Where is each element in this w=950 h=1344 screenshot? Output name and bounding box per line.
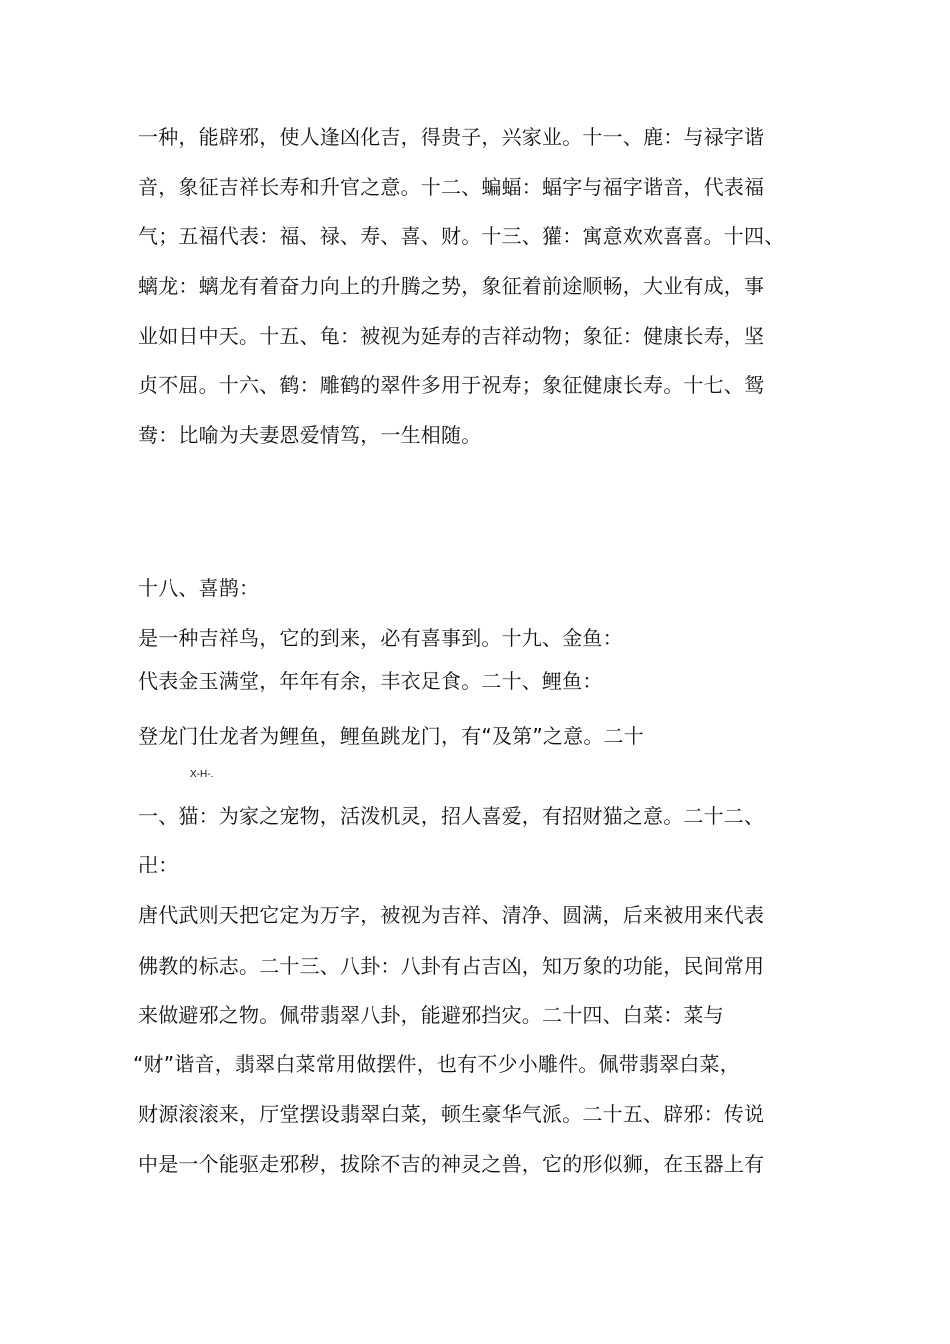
text-line: 登龙门仕龙者为鲤鱼，鲤鱼跳龙门，有“及第”之意。二十 <box>138 724 644 748</box>
text-line: 卍： <box>138 853 179 877</box>
text-line: 一种，能辟邪，使人逢凶化吉，得贵子，兴家业。十一、鹿：与禄字谐 <box>138 125 765 149</box>
text-line: “财”谐音，翡翠白菜常用做摆件，也有不少小雕件。佩带翡翠白菜， <box>133 1052 740 1076</box>
text-line: 螭龙：螭龙有着奋力向上的升腾之势，象征着前途顺畅，大业有成，事 <box>138 274 765 298</box>
text-line: 业如日中天。十五、龟：被视为延寿的吉祥动物；象征：健康长寿，坚 <box>138 324 765 348</box>
text-line: 音，象征吉祥长寿和升官之意。十二、蝙蝠：蝠字与福字谐音，代表福 <box>138 175 765 199</box>
text-line: 代表金玉满堂，年年有余，丰衣足食。二十、鲤鱼： <box>138 669 603 693</box>
text-line: 贞不屈。十六、鹤：雕鹤的翠件多用于祝寿；象征健康长寿。十七、鸳 <box>138 373 765 397</box>
text-line: 十八、喜鹊： <box>138 576 260 600</box>
text-line: 唐代武则天把它定为万字，被视为吉祥、清净、圆满，后来被用来代表 <box>138 903 765 927</box>
text-line: 是一种吉祥鸟，它的到来，必有喜事到。十九、金鱼： <box>138 626 623 650</box>
text-line: 来做避邪之物。佩带翡翠八卦，能避邪挡灾。二十四、白菜：菜与 <box>138 1003 724 1027</box>
text-line: 中是一个能驱走邪秽，拔除不吉的神灵之兽，它的形似狮，在玉器上有 <box>138 1152 765 1176</box>
text-line: 财源滚滚来，厅堂摆设翡翠白菜，顿生豪华气派。二十五、辟邪：传说 <box>138 1102 765 1126</box>
text-line: 佛教的标志。二十三、八卦：八卦有占吉凶，知万象的功能，民间常用 <box>138 954 765 978</box>
text-line: 气；五福代表：福、禄、寿、喜、财。十三、獾：寓意欢欢喜喜。十四、 <box>138 224 785 248</box>
text-line: 一、猫：为家之宠物，活泼机灵，招人喜爱，有招财猫之意。二十二、 <box>138 804 765 828</box>
text-line: 鸯：比喻为夫妻恩爱情笃，一生相随。 <box>138 423 482 447</box>
small-note: X-H-. <box>190 769 214 780</box>
